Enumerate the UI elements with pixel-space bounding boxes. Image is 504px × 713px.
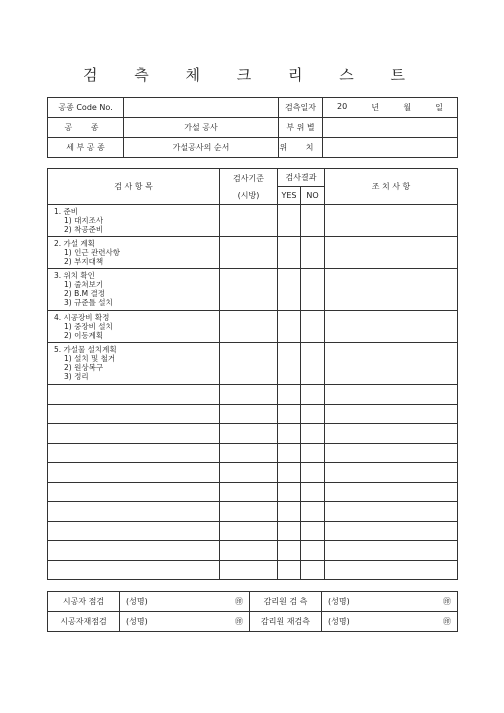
action-cell[interactable] bbox=[325, 424, 458, 444]
no-cell[interactable] bbox=[301, 385, 325, 405]
yes-cell[interactable] bbox=[278, 311, 301, 343]
criteria-cell[interactable] bbox=[220, 502, 278, 522]
checklist-subitem: 2) 이동계획 bbox=[64, 331, 104, 340]
sign-name-label: (성명) bbox=[328, 617, 350, 626]
no-cell[interactable] bbox=[301, 463, 325, 483]
inspection-date-label: 검측일자 bbox=[279, 98, 323, 118]
yes-cell[interactable] bbox=[278, 443, 301, 463]
checklist-subitem: 1) 줄쳐보기 bbox=[64, 280, 104, 289]
checklist-group-title: 3. 위치 확인 bbox=[54, 271, 95, 280]
contractor-recheck-label: 시공자재점검 bbox=[48, 612, 120, 632]
action-cell[interactable] bbox=[325, 482, 458, 502]
date-month-unit: 월 bbox=[403, 103, 412, 112]
col-criteria-header bbox=[220, 169, 278, 205]
action-cell[interactable] bbox=[325, 463, 458, 483]
blank-row bbox=[48, 463, 458, 483]
sign-name-label: (성명) bbox=[328, 597, 350, 606]
date-year-unit: 년 bbox=[371, 103, 380, 112]
blank-row bbox=[48, 424, 458, 444]
checklist-row bbox=[48, 343, 458, 385]
seal-mark: ㊞ bbox=[443, 597, 451, 606]
criteria-cell[interactable] bbox=[220, 269, 278, 311]
sub-work-value[interactable]: 가설공사의 순서 bbox=[124, 138, 279, 158]
location-field[interactable] bbox=[323, 118, 458, 138]
item-cell[interactable] bbox=[48, 560, 220, 580]
contractor-check-label: 시공자 점검 bbox=[48, 592, 120, 612]
checklist-subitem: 1) 설치 및 철거 bbox=[64, 354, 116, 363]
no-cell[interactable] bbox=[301, 424, 325, 444]
work-type-value[interactable]: 가설 공사 bbox=[124, 118, 279, 138]
yes-cell[interactable] bbox=[278, 463, 301, 483]
item-cell[interactable] bbox=[48, 424, 220, 444]
checklist-subitem: 2) B.M 결정 bbox=[64, 289, 105, 298]
yes-cell[interactable] bbox=[278, 424, 301, 444]
item-cell[interactable] bbox=[48, 482, 220, 502]
no-cell[interactable] bbox=[301, 521, 325, 541]
item-cell[interactable] bbox=[48, 463, 220, 483]
yes-cell[interactable] bbox=[278, 502, 301, 522]
yes-cell[interactable] bbox=[278, 269, 301, 311]
item-cell[interactable] bbox=[48, 404, 220, 424]
action-cell[interactable] bbox=[325, 343, 458, 385]
col-action-header: 조 치 사 항 bbox=[325, 169, 458, 205]
criteria-cell[interactable] bbox=[220, 482, 278, 502]
blank-row bbox=[48, 385, 458, 405]
info-table bbox=[47, 97, 458, 158]
criteria-cell[interactable] bbox=[220, 205, 278, 237]
work-code-label: 공종 Code No. bbox=[48, 98, 124, 118]
checklist-item bbox=[48, 269, 220, 311]
action-cell[interactable] bbox=[325, 502, 458, 522]
signature-table bbox=[47, 591, 458, 632]
checklist-subitem: 1) 중장비 설치 bbox=[64, 322, 113, 331]
yes-cell[interactable] bbox=[278, 343, 301, 385]
blank-row bbox=[48, 443, 458, 463]
date-year-prefix: 20 bbox=[337, 102, 348, 111]
sign-name-label: (성명) bbox=[126, 597, 148, 606]
item-cell[interactable] bbox=[48, 385, 220, 405]
item-cell[interactable] bbox=[48, 502, 220, 522]
checklist-row bbox=[48, 269, 458, 311]
contractor-recheck-sign[interactable] bbox=[120, 612, 250, 632]
action-cell[interactable] bbox=[325, 541, 458, 561]
checklist-item bbox=[48, 237, 220, 269]
checklist-subitem: 1) 인근 관련사항 bbox=[64, 248, 120, 257]
checklist-group-title: 1. 준비 bbox=[54, 207, 79, 216]
checklist-item bbox=[48, 343, 220, 385]
checklist-group-title: 5. 가설물 설치계획 bbox=[54, 345, 117, 354]
position-field[interactable] bbox=[323, 138, 458, 158]
criteria-cell[interactable] bbox=[220, 541, 278, 561]
action-cell[interactable] bbox=[325, 385, 458, 405]
seal-mark: ㊞ bbox=[235, 617, 243, 626]
work-code-field[interactable] bbox=[124, 98, 279, 118]
blank-row bbox=[48, 560, 458, 580]
supervisor-check-sign[interactable] bbox=[322, 592, 458, 612]
checklist-row bbox=[48, 237, 458, 269]
criteria-cell[interactable] bbox=[220, 404, 278, 424]
supervisor-recheck-sign[interactable] bbox=[322, 612, 458, 632]
checklist-group-title: 2. 가설 계획 bbox=[54, 239, 95, 248]
checklist-row bbox=[48, 205, 458, 237]
no-cell[interactable] bbox=[301, 343, 325, 385]
no-cell[interactable] bbox=[301, 269, 325, 311]
col-criteria-title: 검사기준 bbox=[233, 173, 264, 183]
no-cell[interactable] bbox=[301, 237, 325, 269]
checklist-group-title: 4. 시공장비 확정 bbox=[54, 313, 110, 322]
action-cell[interactable] bbox=[325, 521, 458, 541]
yes-cell[interactable] bbox=[278, 541, 301, 561]
contractor-check-sign[interactable] bbox=[120, 592, 250, 612]
checklist-subitem: 2) 부지대책 bbox=[64, 257, 104, 266]
criteria-cell[interactable] bbox=[220, 343, 278, 385]
criteria-cell[interactable] bbox=[220, 560, 278, 580]
action-cell[interactable] bbox=[325, 311, 458, 343]
sign-name-label: (성명) bbox=[126, 617, 148, 626]
col-yes-header: YES bbox=[278, 187, 301, 205]
no-cell[interactable] bbox=[301, 443, 325, 463]
yes-cell[interactable] bbox=[278, 404, 301, 424]
criteria-cell[interactable] bbox=[220, 237, 278, 269]
seal-mark: ㊞ bbox=[443, 617, 451, 626]
inspection-date-field[interactable] bbox=[323, 98, 458, 118]
no-cell[interactable] bbox=[301, 205, 325, 237]
action-cell[interactable] bbox=[325, 269, 458, 311]
checklist-item bbox=[48, 311, 220, 343]
col-items-header: 검 사 항 목 bbox=[48, 169, 220, 205]
yes-cell[interactable] bbox=[278, 560, 301, 580]
yes-cell[interactable] bbox=[278, 482, 301, 502]
no-cell[interactable] bbox=[301, 482, 325, 502]
action-cell[interactable] bbox=[325, 237, 458, 269]
checklist-subitem: 3) 규준틀 설치 bbox=[64, 298, 113, 307]
blank-row bbox=[48, 541, 458, 561]
criteria-cell[interactable] bbox=[220, 463, 278, 483]
action-cell[interactable] bbox=[325, 443, 458, 463]
supervisor-recheck-label: 감리원 재검측 bbox=[250, 612, 322, 632]
action-cell[interactable] bbox=[325, 404, 458, 424]
blank-row bbox=[48, 482, 458, 502]
criteria-cell[interactable] bbox=[220, 311, 278, 343]
yes-cell[interactable] bbox=[278, 521, 301, 541]
checklist-subitem: 3) 정리 bbox=[64, 372, 89, 381]
no-cell[interactable] bbox=[301, 541, 325, 561]
position-label: 위 치 bbox=[279, 138, 323, 158]
blank-row bbox=[48, 502, 458, 522]
work-type-label: 공 종 bbox=[48, 118, 124, 138]
item-cell[interactable] bbox=[48, 521, 220, 541]
action-cell[interactable] bbox=[325, 560, 458, 580]
seal-mark: ㊞ bbox=[235, 597, 243, 606]
action-cell[interactable] bbox=[325, 205, 458, 237]
col-criteria-subtitle: (시방) bbox=[237, 190, 260, 200]
blank-row bbox=[48, 404, 458, 424]
col-result-header: 검사결과 bbox=[278, 169, 325, 187]
location-label: 부 위 별 bbox=[279, 118, 323, 138]
sub-work-label: 세 부 공 종 bbox=[48, 138, 124, 158]
checklist-item bbox=[48, 205, 220, 237]
yes-cell[interactable] bbox=[278, 237, 301, 269]
checklist-subitem: 2) 착공준비 bbox=[64, 225, 104, 234]
criteria-cell[interactable] bbox=[220, 443, 278, 463]
date-day-unit: 일 bbox=[435, 103, 443, 112]
checklist-subitem: 1) 대지조사 bbox=[64, 216, 104, 225]
criteria-cell[interactable] bbox=[220, 521, 278, 541]
checklist-table bbox=[47, 168, 458, 580]
criteria-cell[interactable] bbox=[220, 385, 278, 405]
item-cell[interactable] bbox=[48, 443, 220, 463]
yes-cell[interactable] bbox=[278, 385, 301, 405]
no-cell[interactable] bbox=[301, 404, 325, 424]
blank-row bbox=[48, 521, 458, 541]
page-title: 검 측 체 크 리 스 트 bbox=[82, 66, 422, 84]
item-cell[interactable] bbox=[48, 541, 220, 561]
col-no-header: NO bbox=[301, 187, 325, 205]
supervisor-check-label: 감리원 검 측 bbox=[250, 592, 322, 612]
checklist-subitem: 2) 원상복구 bbox=[64, 363, 104, 372]
no-cell[interactable] bbox=[301, 560, 325, 580]
no-cell[interactable] bbox=[301, 502, 325, 522]
criteria-cell[interactable] bbox=[220, 424, 278, 444]
no-cell[interactable] bbox=[301, 311, 325, 343]
checklist-row bbox=[48, 311, 458, 343]
yes-cell[interactable] bbox=[278, 205, 301, 237]
